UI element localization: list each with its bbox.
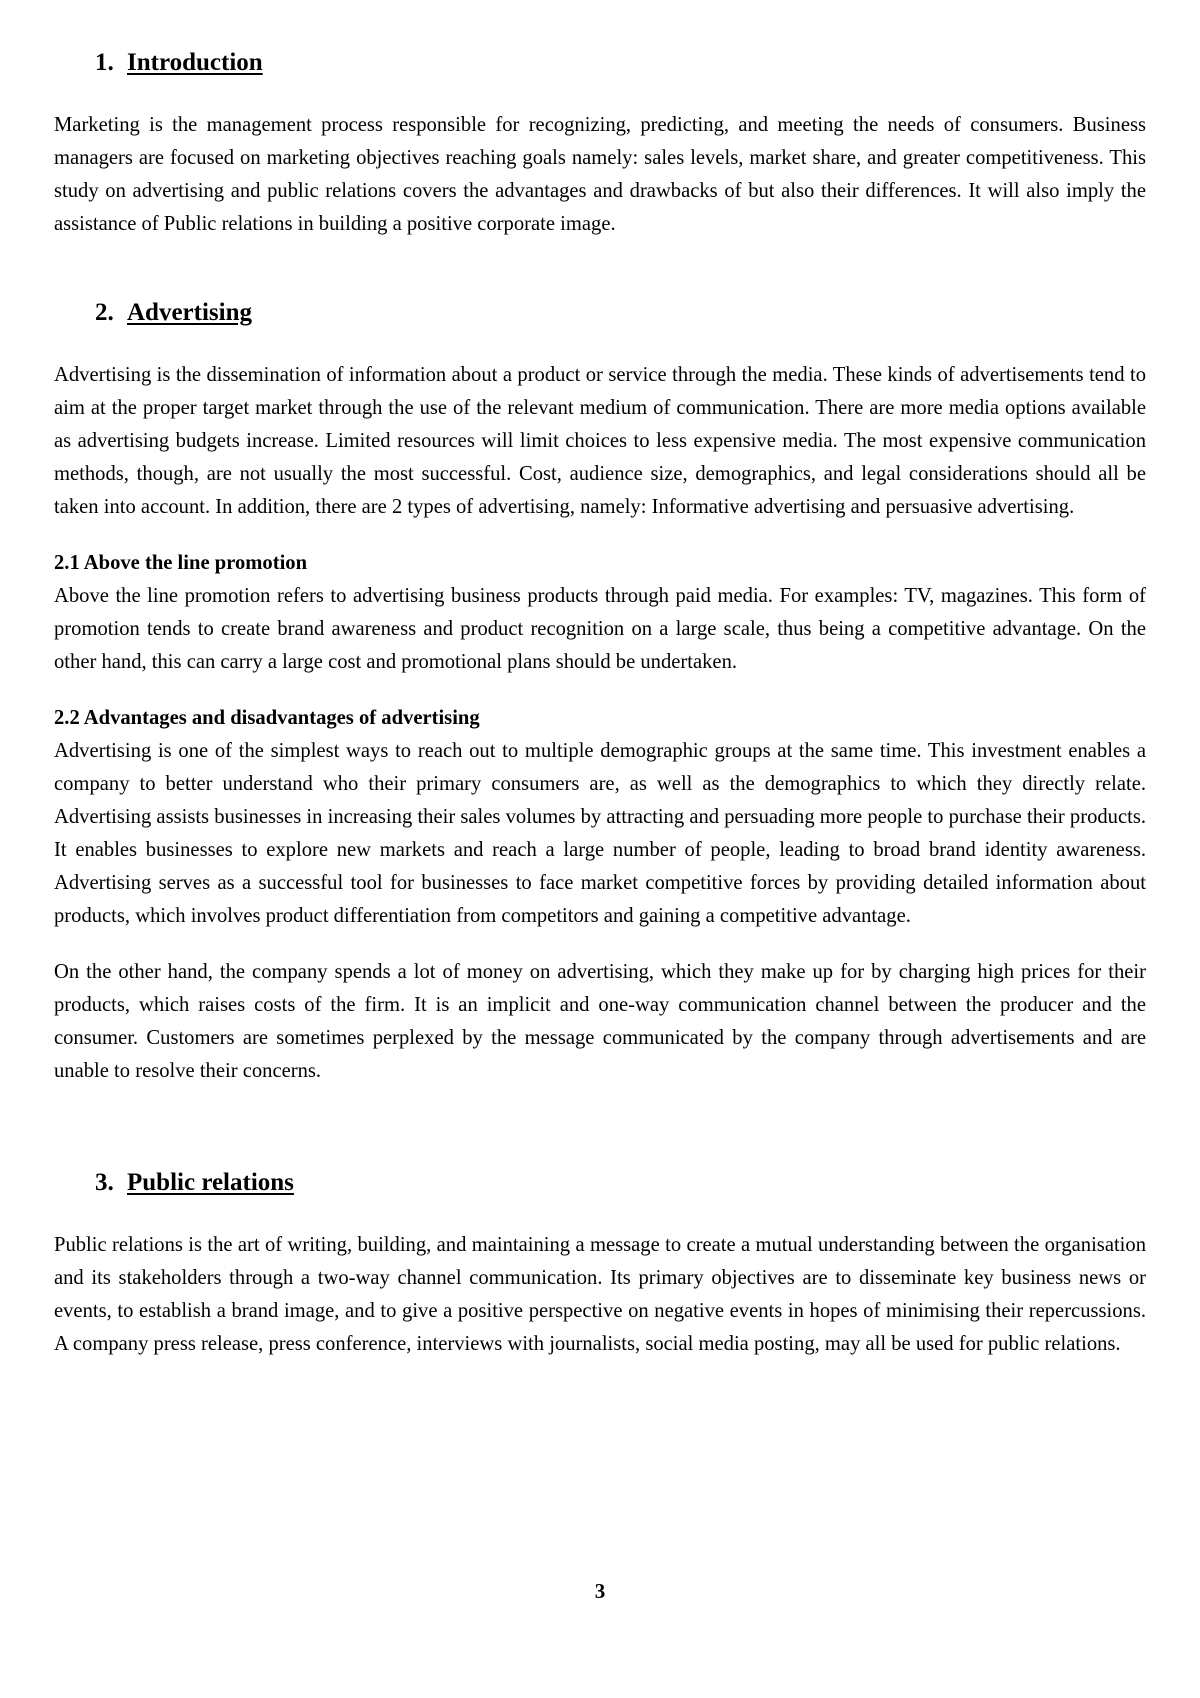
section-number: 2. <box>95 299 114 326</box>
subsection-heading-advantages: 2.2 Advantages and disadvantages of advertising <box>54 707 480 729</box>
section-heading-introduction <box>54 48 1146 78</box>
subsection-heading-above-the-line: 2.1 Above the line promotion <box>54 552 308 574</box>
page-number: 3 <box>594 1579 606 1603</box>
section-number: 3. <box>95 1169 114 1196</box>
disadvantages-paragraph: On the other hand, the company spends a lot of money on advertising, which they make up for by charging high prices for their products, which raises costs of the firm. It is an implicit and one-way communication channel between the producer and the consumer. Customers are sometimes perplexed by the message communicated by the company through advertisements and are unable to resolve their concerns. <box>54 961 1146 1082</box>
above-the-line-paragraph: Above the line promotion refers to advertising business products through paid media. For examples: TV, magazines. This form of promotion tends to create brand awareness and product recognition on a large scale, thus being a competitive advantage. On the other hand, this can carry a large cost and promotional plans should be undertaken. <box>54 585 1146 673</box>
public-relations-paragraph: Public relations is the art of writing, building, and maintaining a message to create a mutual understanding between the organisation and its stakeholders through a two-way channel communication. Its primary objectives are to disseminate key business news or events, to establish a brand image, and to give a positive perspective on negative events in hopes of minimising their repercussions. A company press release, press conference, interviews with journalists, social media posting, may all be used for public relations. <box>54 1234 1146 1355</box>
advertising-paragraph: Advertising is the dissemination of information about a product or service through the media. These kinds of advertisements tend to aim at the proper target market through the use of the relevant medium of communication. There are more media options available as advertising budgets increase. Limited resources will limit choices to less expensive media. The most expensive communication methods, though, are not usually the most successful. Cost, audience size, demographics, and legal considerations should all be taken into account. In addition, there are 2 types of advertising, namely: Informative advertising and persuasive advertising. <box>54 364 1146 518</box>
section-title: Public relations <box>127 1169 294 1196</box>
introduction-paragraph: Marketing is the management process responsible for recognizing, predicting, and meeting the needs of consumers. Business managers are focused on marketing objectives reaching goals namely: sales levels, market share, and greater competitiveness. This study on advertising and public relations covers the advantages and drawbacks of but also their differences. It will also imply the assistance of Public relations in building a positive corporate image. <box>54 114 1146 235</box>
section-title: Introduction <box>127 49 263 76</box>
advantages-paragraph: Advertising is one of the simplest ways to reach out to multiple demographic groups at the same time. This investment enables a company to better understand who their primary consumers are, as well as the demographics to which they directly relate. Advertising assists businesses in increasing their sales volumes by attracting and persuading more people to purchase their products. It enables businesses to explore new markets and reach a large number of people, leading to broad brand identity awareness. Advertising serves as a successful tool for businesses to face market competitive forces by providing detailed information about products, which involves product differentiation from competitors and gaining a competitive advantage. <box>54 740 1146 927</box>
section-title: Advertising <box>127 299 252 326</box>
section-heading-advertising <box>54 298 1146 328</box>
section-heading-public-relations <box>54 1168 1146 1198</box>
section-number: 1. <box>95 49 114 76</box>
